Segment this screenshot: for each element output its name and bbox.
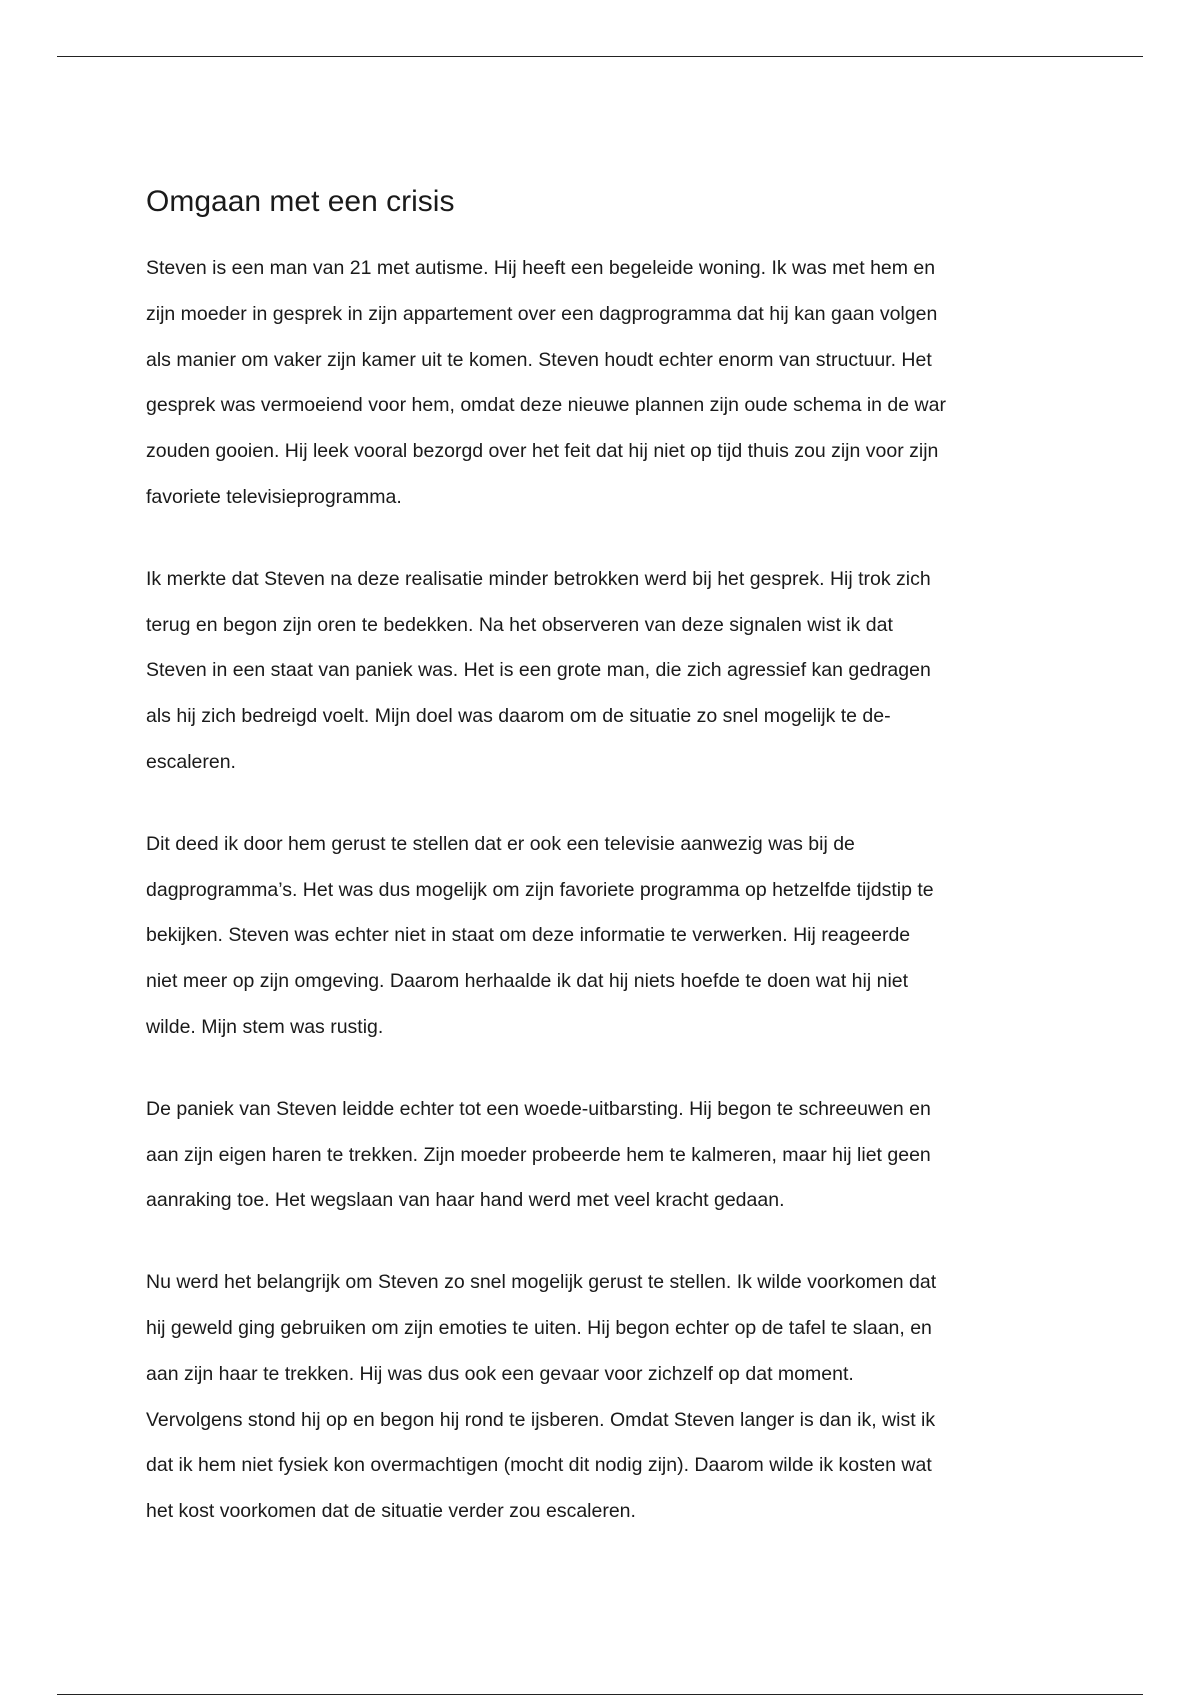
paragraph-3: Dit deed ik door hem gerust te stellen dat er ook een televisie aanwezig was bij de dagprogramma’s. Het was dus mogelijk om zijn favoriete programma op hetzelfde tijdstip te bekijken. Steven was echter niet in staat om deze informatie te verwerken. Hij reageerde niet meer op zijn omgeving. Daarom herhaalde ik dat hij niets hoefde te doen wat hij niet wilde. Mijn stem was rustig.	[146, 832, 934, 1038]
footer-rule	[57, 1694, 1143, 1695]
page-title: Omgaan met een crisis	[146, 185, 455, 218]
header-rule	[57, 56, 1143, 57]
paragraph-2: Ik merkte dat Steven na deze realisatie minder betrokken werd bij het gesprek. Hij trok zich terug en begon zijn oren te bedekken. Na het observeren van deze signalen wist ik dat Steven in een staat van paniek was. Het is een grote man, die zich agressief kan gedragen als hij zich bedreigd voelt. Mijn doel was daarom om de situatie zo snel mogelijk te de- escaleren.	[146, 567, 931, 773]
paragraph-5: Nu werd het belangrijk om Steven zo snel mogelijk gerust te stellen. Ik wilde voorkomen dat hij geweld ging gebruiken om zijn emoties te uiten. Hij begon echter op de tafel te slaan, en aan zijn haar te trekken. Hij was dus ook een gevaar voor zichzelf op dat moment. Vervolgens stond hij op en begon hij rond te ijsberen. Omdat Steven langer is dan ik, wist ik dat ik hem niet fysiek kon overmachtigen (mocht dit nodig zijn). Daarom wilde ik kosten wat het kost voorkomen dat de situatie verder zou escaleren.	[146, 1271, 937, 1523]
paragraph-4: De paniek van Steven leidde echter tot een woede-uitbarsting. Hij begon te schreeuwen en aan zijn eigen haren te trekken. Zijn moeder probeerde hem te kalmeren, maar hij liet geen aanraking toe. Het wegslaan van haar hand werd met veel kracht gedaan.	[146, 1097, 931, 1212]
document-body	[146, 178, 1066, 1571]
paragraph-1: Steven is een man van 21 met autisme. Hij heeft een begeleide woning. Ik was met hem en zijn moeder in gesprek in zijn appartement over een dagprogramma dat hij kan gaan volgen als manier om vaker zijn kamer uit te komen. Steven houdt echter enorm van structuur. Het gesprek was vermoeiend voor hem, omdat deze nieuwe plannen zijn oude schema in de war zouden gooien. Hij leek vooral bezorgd over het feit dat hij niet op tijd thuis zou zijn voor zijn favoriete televisieprogramma.	[146, 257, 946, 508]
